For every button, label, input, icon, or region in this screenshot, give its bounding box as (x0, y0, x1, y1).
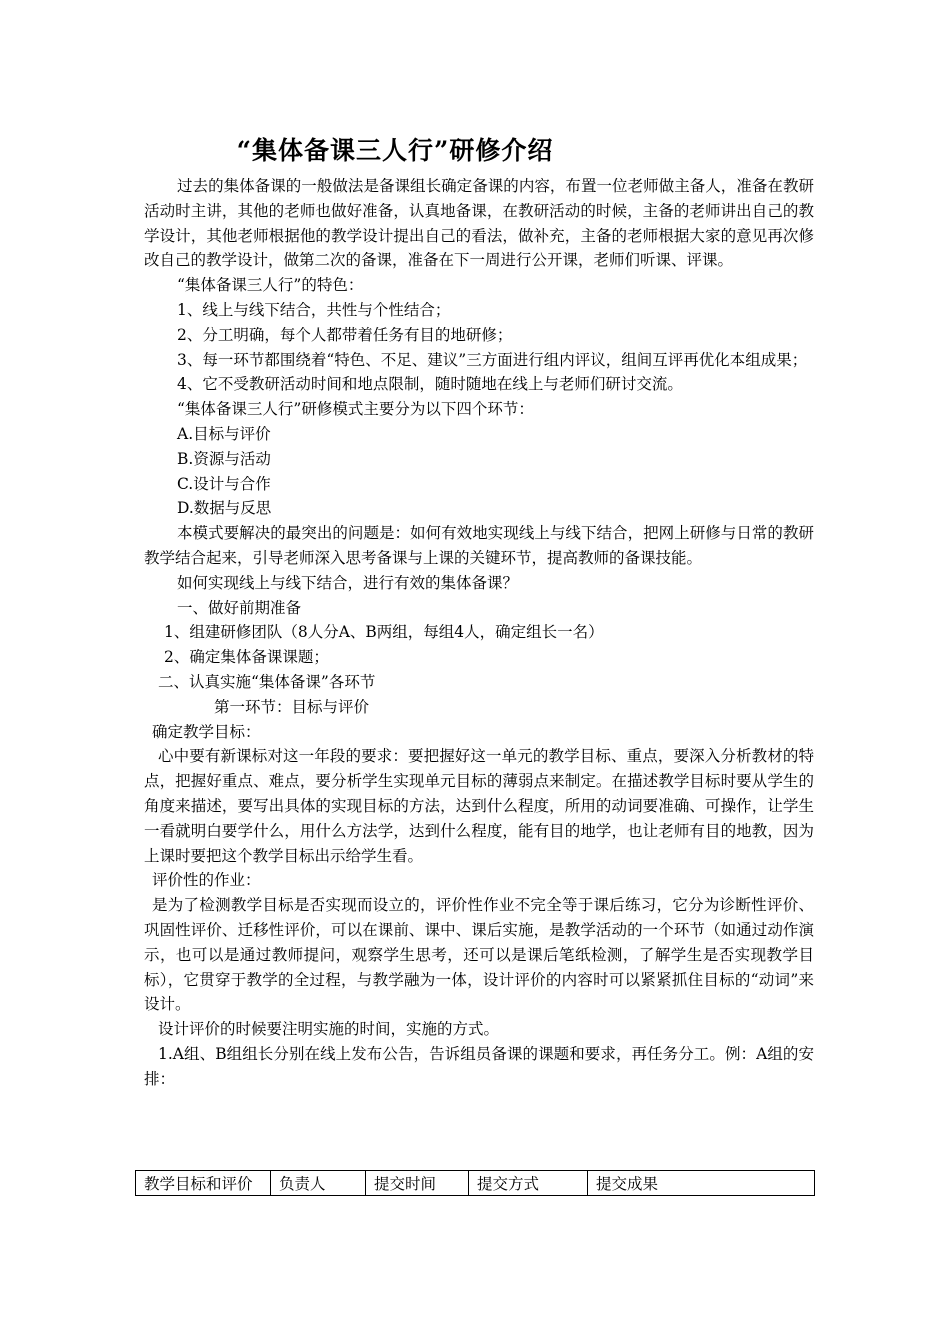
feature-item: 3、每一环节都围绕着“特色、不足、建议”三方面进行组内评议，组间互评再优化本组成果； (177, 350, 808, 369)
document-title: “集体备课三人行”研修介绍 (236, 136, 554, 165)
stage-item: B.资源与活动 (177, 449, 271, 468)
paragraph-intro: 过去的集体备课的一般做法是备课组长确定备课的内容，布置一位老师做主备人，准备在教研活动时主讲，其他的老师也做好准备，认真地备课，在教研活动的时候，主备的老师讲出自己的教学设计，其他老师根据他的教学设计提出自己的看法，做补充，主备的老师根据大家的意见再次修改自己的教学设计，做第二次的备课，准备在下一周进行公开课，老师们听课、评课。 (144, 177, 814, 270)
table-header-row (136, 1171, 815, 1196)
table-header-cell: 负责人 (271, 1171, 366, 1196)
stage-item: C.设计与合作 (177, 474, 271, 493)
table-header-cell: 教学目标和评价 (136, 1171, 271, 1196)
step-item: 2、确定集体备课课题； (164, 648, 329, 667)
table-header-cell: 提交成果 (588, 1171, 815, 1196)
paragraph-features-heading: “集体备课三人行”的特色： (177, 276, 364, 295)
paragraph-objectives (144, 744, 814, 868)
section-heading: 一、做好前期准备 (177, 598, 302, 617)
stage-item: D.数据与反思 (177, 499, 272, 518)
feature-item: 2、分工明确，每个人都带着任务有目的地研修； (177, 325, 513, 344)
section-heading: 二、认真实施“集体备课”各环节 (158, 672, 376, 691)
feature-item: 1、线上与线下结合，共性与个性结合； (177, 300, 451, 319)
paragraph-question: 如何实现线上与线下结合，进行有效的集体备课？ (177, 573, 519, 592)
paragraph-assessment-text: 是为了检测教学目标是否实现而设立的，评价性作业不完全等于课后练习，它分为诊断性评价、巩固性评价、迁移性评价，可以在课前、课中、课后实施，是教学活动的一个环节（如通过动作演示，也可以是通过教师提问，观察学生思考，还可以是课后笔纸检测，了解学生是否实现教学目标），它贯穿于教学的全过程，与教学融为一体，设计评价的内容时可以紧紧抓住目标的“动词”来设计。 (144, 896, 814, 1014)
table-header-cell: 提交方式 (469, 1171, 588, 1196)
table-header-cell: 提交时间 (366, 1171, 469, 1196)
paragraph-note: 设计评价的时候要注明实施的时间，实施的方式。 (158, 1020, 500, 1039)
paragraph-arrangement (144, 1042, 814, 1092)
paragraph-assessment (144, 893, 814, 1017)
paragraph-stages-heading: “集体备课三人行”研修模式主要分为以下四个环节： (177, 400, 534, 419)
task-table (135, 1170, 815, 1196)
paragraph-problem: 本模式要解决的最突出的问题是：如何有效地实现线上与线下结合，把网上研修与日常的教研教学结合起来，引导老师深入思考备课与上课的关键环节，提高教师的备课技能。 (144, 524, 814, 567)
document-body (144, 174, 814, 1091)
paragraph-arrangement-text: 1.A组、B组组长分别在线上发布公告，告诉组员备课的课题和要求，再任务分工。例：A组的安排： (144, 1044, 814, 1088)
subheading: 评价性的作业： (152, 871, 261, 890)
step-item: 1、组建研修团队（8人分A、B两组，每组4人，确定组长一名） (164, 623, 604, 642)
stage-item: A.目标与评价 (177, 424, 271, 443)
stage-heading: 第一环节：目标与评价 (214, 697, 370, 716)
subheading: 确定教学目标： (152, 722, 261, 741)
paragraph-objectives-text: 心中要有新课标对这一年段的要求：要把握好这一单元的教学目标、重点，要深入分析教材的特点，把握好重点、难点，要分析学生实现单元目标的薄弱点来制定。在描述教学目标时要从学生的角度来描述，要写出具体的实现目标的方法，达到什么程度，所用的动词要准确、可操作，让学生一看就明白要学什么，用什么方法学，达到什么程度，能有目的地学，也让老师有目的地教，因为上课时要把这个教学目标出示给学生看。 (144, 747, 814, 865)
feature-item: 4、它不受教研活动时间和地点限制，随时随地在线上与老师们研讨交流。 (177, 375, 683, 394)
